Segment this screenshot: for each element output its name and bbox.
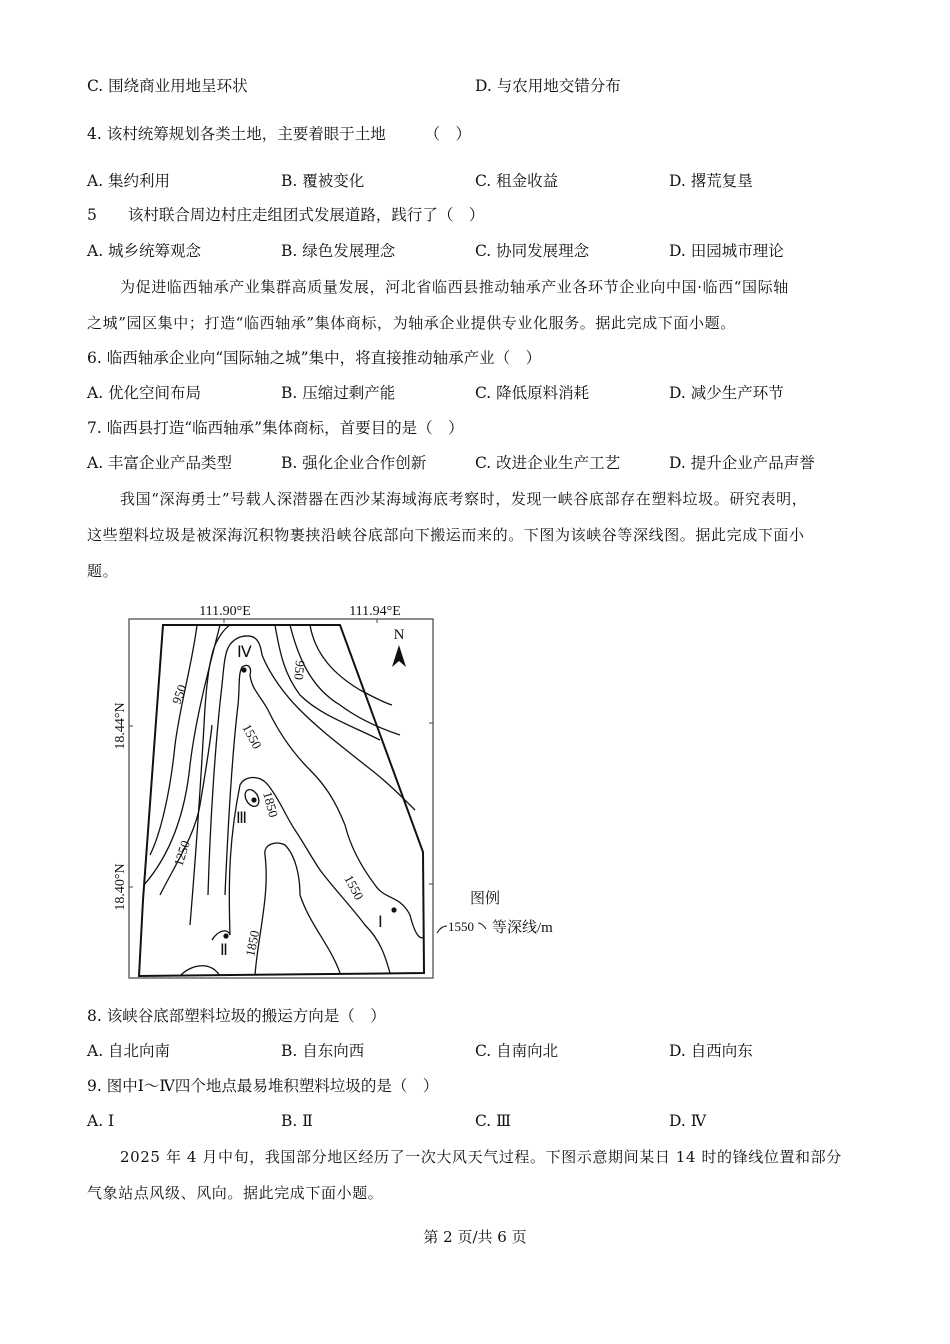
lon-label-1: 111.90°E bbox=[199, 604, 251, 619]
contour-label: 950 bbox=[168, 682, 190, 707]
q6-option-a: A. 优化空间布局 bbox=[87, 384, 202, 402]
q7-option-d: D. 提升企业产品声誉 bbox=[669, 454, 815, 472]
contour-label: 1550 bbox=[239, 721, 265, 752]
option-d: D. 与农用地交错分布 bbox=[475, 77, 621, 95]
lat-label-1: 18.44°N bbox=[113, 702, 128, 750]
passage-2-line-2: 这些塑料垃圾是被深海沉积物裹挟沿峡谷底部向下搬运而来的。下图为该峡谷等深线图。据此完成下面小 bbox=[87, 526, 805, 544]
q5-option-d: D. 田园城市理论 bbox=[669, 242, 784, 260]
q9-option-a: A. Ⅰ bbox=[87, 1112, 115, 1130]
page-footer: 第 2 页/共 6 页 bbox=[423, 1228, 527, 1246]
point-i-dot bbox=[391, 907, 396, 912]
question-5: 5 该村联合周边村庄走组团式发展道路，践行了（ ） bbox=[87, 206, 485, 224]
q5-option-c: C. 协同发展理念 bbox=[475, 242, 590, 260]
passage-2-line-3: 题。 bbox=[87, 562, 119, 580]
contour-label: 1250 bbox=[170, 838, 193, 868]
contour-label: 950 bbox=[291, 659, 308, 681]
q6-option-b: B. 压缩过剩产能 bbox=[281, 384, 396, 402]
q9-option-d: D. Ⅳ bbox=[669, 1112, 707, 1130]
contour-label: 1850 bbox=[260, 789, 282, 819]
q6-option-c: C. 降低原料消耗 bbox=[475, 384, 590, 402]
q8-option-a: A. 自北向南 bbox=[87, 1042, 171, 1060]
point-iii-label: Ⅲ bbox=[236, 810, 248, 827]
q7-option-c: C. 改进企业生产工艺 bbox=[475, 454, 621, 472]
passage-3-line-1: 2025 年 4 月中旬，我国部分地区经历了一次大风天气过程。下图示意期间某日 14 时的锋线位置和部分 bbox=[120, 1148, 842, 1166]
north-arrow-icon bbox=[392, 645, 406, 667]
legend-text: 等深线/m bbox=[492, 920, 553, 936]
legend-title: 图例 bbox=[470, 891, 501, 907]
point-iii-dot bbox=[251, 797, 256, 802]
point-ii-dot bbox=[223, 933, 228, 938]
passage-3-line-2: 气象站点风级、风向。据此完成下面小题。 bbox=[87, 1184, 384, 1202]
q9-option-c: C. Ⅲ bbox=[475, 1112, 512, 1130]
q4-option-d: D. 撂荒复垦 bbox=[669, 172, 753, 190]
question-8: 8. 该峡谷底部塑料垃圾的搬运方向是（ ） bbox=[87, 1007, 386, 1025]
lat-label-2: 18.40°N bbox=[113, 863, 128, 911]
option-c: C. 围绕商业用地呈环状 bbox=[87, 77, 248, 95]
q8-option-c: C. 自南向北 bbox=[475, 1042, 559, 1060]
contour-label: 1550 bbox=[341, 872, 367, 903]
canyon-isobath-map bbox=[100, 595, 580, 985]
q4-option-a: A. 集约利用 bbox=[87, 172, 171, 190]
question-6: 6. 临西轴承企业向“国际轴之城”集中，将直接推动轴承产业（ ） bbox=[87, 349, 542, 367]
q4-option-c: C. 租金收益 bbox=[475, 172, 559, 190]
point-iv-dot bbox=[241, 667, 246, 672]
q5-option-a: A. 城乡统筹观念 bbox=[87, 242, 202, 260]
q8-option-b: B. 自东向西 bbox=[281, 1042, 365, 1060]
legend-value: 1550 bbox=[448, 919, 474, 934]
passage-2-line-1: 我国“深海勇士”号载人深潜器在西沙某海域海底考察时，发现一峡谷底部存在塑料垃圾。研究表明， bbox=[120, 490, 808, 508]
q9-option-b: B. Ⅱ bbox=[281, 1112, 313, 1130]
legend-line bbox=[437, 926, 447, 933]
map-frame bbox=[129, 619, 433, 978]
question-4: 4. 该村统筹规划各类土地，主要着眼于土地 （ ） bbox=[87, 125, 471, 143]
passage-1-line-2: 之城”园区集中；打造“临西轴承”集体商标，为轴承企业提供专业化服务。据此完成下面小题。 bbox=[87, 314, 736, 332]
lon-label-2: 111.94°E bbox=[349, 604, 401, 619]
q8-option-d: D. 自西向东 bbox=[669, 1042, 753, 1060]
question-9: 9. 图中Ⅰ～Ⅳ四个地点最易堆积塑料垃圾的是（ ） bbox=[87, 1077, 439, 1095]
point-i-label: Ⅰ bbox=[378, 914, 383, 931]
point-iv-label: Ⅳ bbox=[237, 644, 252, 661]
q5-option-b: B. 绿色发展理念 bbox=[281, 242, 396, 260]
contour-label: 1850 bbox=[242, 929, 263, 958]
north-label: N bbox=[393, 627, 405, 643]
passage-1-line-1: 为促进临西轴承产业集群高质量发展，河北省临西县推动轴承产业各环节企业向中国·临西“国际轴 bbox=[120, 278, 789, 296]
question-7: 7. 临西县打造“临西轴承”集体商标，首要目的是（ ） bbox=[87, 419, 464, 437]
q7-option-a: A. 丰富企业产品类型 bbox=[87, 454, 233, 472]
q7-option-b: B. 强化企业合作创新 bbox=[281, 454, 427, 472]
point-ii-label: Ⅱ bbox=[220, 942, 228, 959]
q6-option-d: D. 减少生产环节 bbox=[669, 384, 784, 402]
q4-option-b: B. 覆被变化 bbox=[281, 172, 365, 190]
